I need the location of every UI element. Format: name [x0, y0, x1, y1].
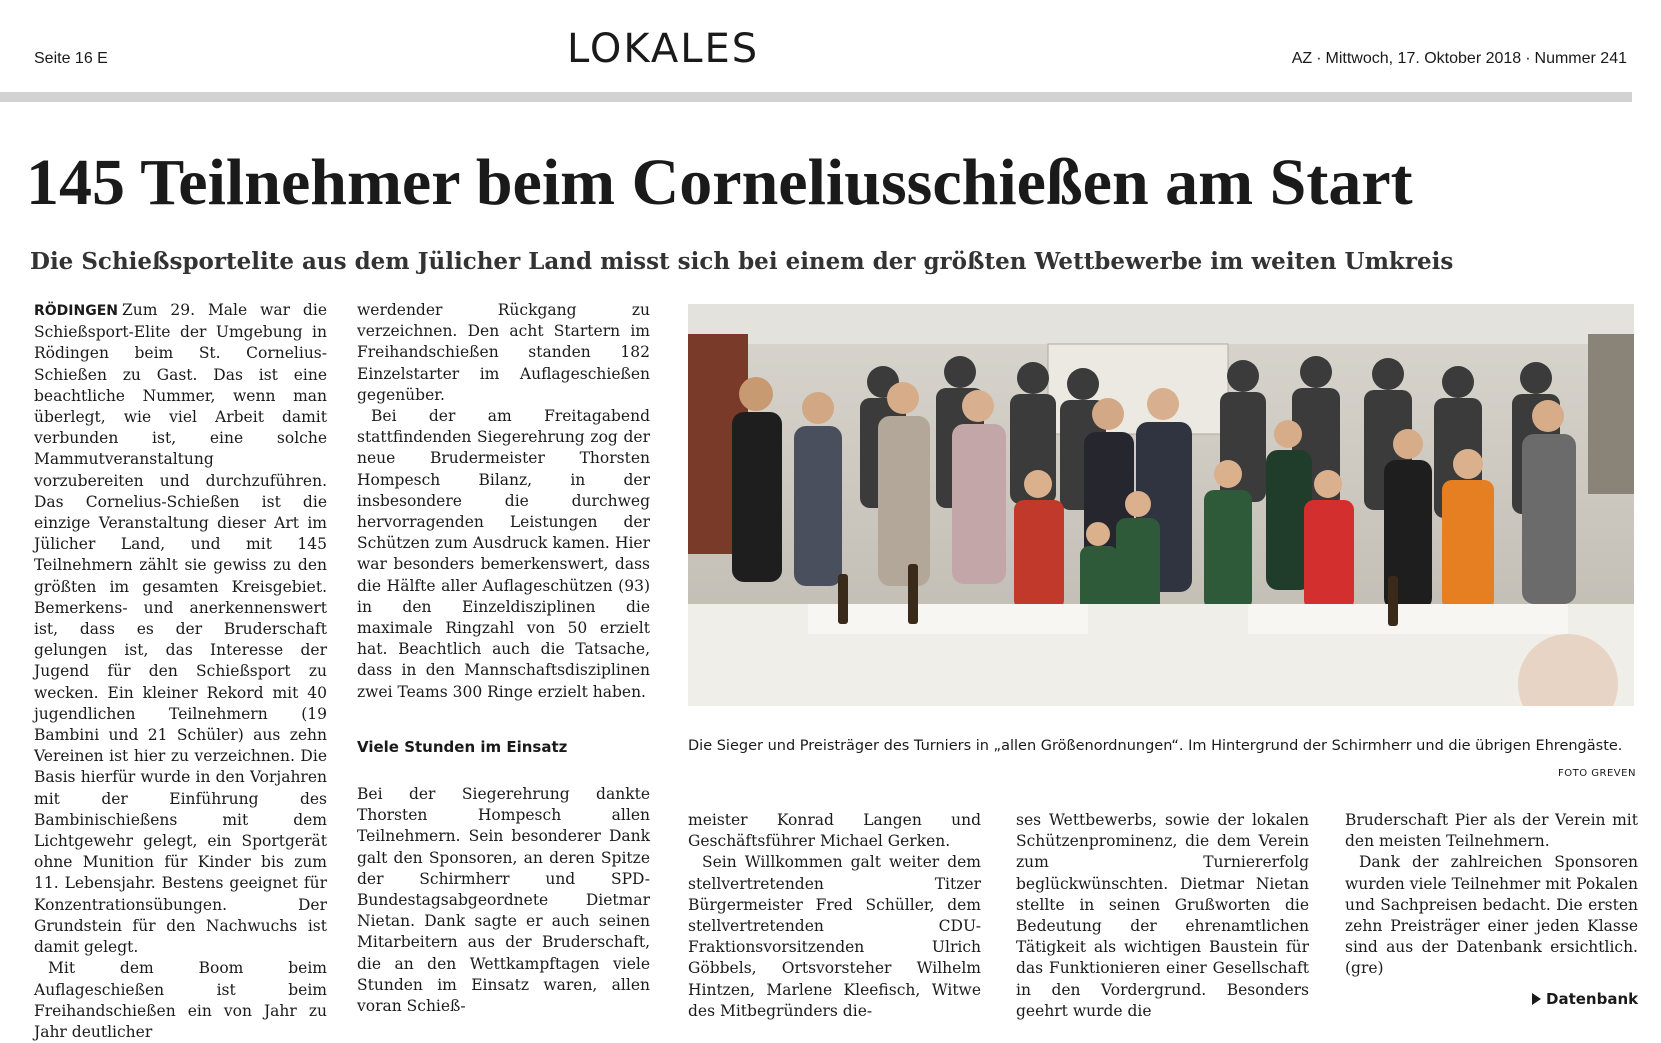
paper-name: AZ	[1291, 50, 1313, 67]
issue-number: Nummer 241	[1534, 50, 1627, 67]
paragraph: Bruderschaft Pier als der Verein mit den meisten Teilnehmern.	[1345, 811, 1638, 851]
article-column-2-continued	[357, 784, 650, 1017]
datenbank-label: Datenbank	[1546, 990, 1639, 1008]
play-triangle-icon	[1532, 993, 1541, 1005]
photo-illustration	[688, 304, 1634, 706]
paragraph: werdender Rückgang zu verzeichnen. Den acht Startern im Freihandschießen standen 182 Einzelstarter im Auflageschießen gegenüber.	[357, 301, 650, 404]
article-column-1	[34, 300, 327, 1043]
article-column-4	[1016, 810, 1309, 1022]
section-subhead: Viele Stunden im Einsatz	[357, 738, 568, 756]
paragraph-text: Zum 29. Male war die Schießsport-Elite der Umgebung in Rödingen beim St. Cornelius-Schießen zu Gast. Das ist eine beachtliche Nummer, wenn man überlegt, wie viel Arbeit damit verbunden ist, eine solche Mammutveranstaltung vorzubereiten und durchzuführen. Das Cornelius-Schießen ist die einzige Veranstaltung dieser Art im Jülicher Land, und mit 145 Teilnehmern zählt sie gewiss zu den größten im gesamten Kreisgebiet. Bemerkens- und anerkennenswert ist, dass es der Bruderschaft gelungen ist, das Interesse der Jugend für den Schießsport zu wecken. Ein kleiner Rekord mit 40 jugendlichen Teilnehmern (19 Bambini und 21 Schüler) aus zehn Vereinen ist hier zu verzeichnen. Die Basis hierfür wurde in den Vorjahren mit der Einführung des Bambinischießens mit dem Lichtgewehr gelegt, ein Sportgerät ohne Munition für Kinder bis zum 11. Lebensjahr. Bestens geeignet für Konzentrationsübungen. Der Grundstein für den Nachwuchs ist damit gelegt.	[34, 301, 327, 957]
paragraph: ses Wettbewerbs, sowie der lokalen Schützenprominenz, die dem Verein zum Turniererfolg beglückwünschten. Dietmar Nietan stellte in seinen Grußworten die Bedeutung der ehrenamtlichen Tätigkeit als wichtigen Baustein für das Funktionieren einer Gesellschaft in den Vordergrund. Besonders geehrt wurde die	[1016, 811, 1309, 1020]
paragraph: Bei der Siegerehrung dankte Thorsten Hompesch allen Teilnehmern. Sein besonderer Dank galt den Sponsoren, an deren Spitze der Schirmherr und SPD-Bundestagsabgeordnete Dietmar Nietan. Dank sagte er auch seinen Mitarbeitern aus der Bruderschaft, die an den Wettkampftagen viele Stunden im Einsatz waren, allen voran Schieß-	[357, 785, 650, 1016]
paragraph: Dank der zahlreichen Sponsoren wurden viele Teilnehmer mit Pokalen und Sachpreisen bedacht. Die ersten zehn Preisträger einer jeden Klasse sind aus der Datenbank ersichtlich. (gre)	[1345, 853, 1638, 978]
article-column-2	[357, 300, 650, 703]
subheadline: Die Schießsportelite aus dem Jülicher Land misst sich bei einem der größten Wettbewerbe im weiten Umkreis	[30, 248, 1454, 275]
headline: 145 Teilnehmer beim Corneliusschießen am Start	[26, 146, 1413, 219]
dateline: RÖDINGEN	[34, 303, 118, 319]
paragraph: Mit dem Boom beim Auflageschießen ist beim Freihandschießen ein von Jahr zu Jahr deutlicher	[34, 959, 327, 1041]
photo-caption: Die Sieger und Preisträger des Turniers in „allen Größenordnungen“. Im Hintergrund der Schirmherr und die übrigen Ehrengäste.	[688, 738, 1623, 754]
issue-info: AZ · Mittwoch, 17. Oktober 2018 · Nummer 241	[1291, 50, 1627, 67]
article-column-5	[1345, 810, 1638, 980]
datenbank-link[interactable]	[1532, 990, 1638, 1008]
paragraph: Bei der am Freitagabend stattfindenden Siegerehrung zog der neue Brudermeister Thorsten Hompesch Bilanz, in der insbesondere die durchweg hervorragenden Leistungen der Schützen zum Ausdruck kamen. Hier war besonders bemerkenswert, dass die Hälfte aller Auflageschützen (93) in den Einzeldisziplinen die maximale Ringzahl von 50 erzielt hat. Beachtlich auch die Tatsache, dass in den Mannschaftsdisziplinen zwei Teams 300 Ringe erzielt haben.	[357, 407, 650, 701]
header-rule	[0, 92, 1632, 102]
page-number: Seite 16 E	[34, 50, 108, 67]
article-column-3	[688, 810, 981, 1022]
paragraph: meister Konrad Langen und Geschäftsführer Michael Gerken.	[688, 811, 981, 851]
section-title: LOKALES	[567, 26, 760, 72]
photo-credit: FOTO GREVEN	[1558, 768, 1636, 779]
group-photo	[688, 304, 1634, 706]
paragraph: Sein Willkommen galt weiter dem stellvertretenden Titzer Bürgermeister Fred Schüller, dem stellvertretenden CDU-Fraktionsvorsitzenden Ulrich Göbbels, Ortsvorsteher Wilhelm Hintzen, Marlene Kleefisch, Witwe des Mitbegründers die-	[688, 853, 981, 1020]
paragraph	[34, 300, 327, 958]
issue-date: Mittwoch, 17. Oktober 2018	[1325, 50, 1522, 67]
